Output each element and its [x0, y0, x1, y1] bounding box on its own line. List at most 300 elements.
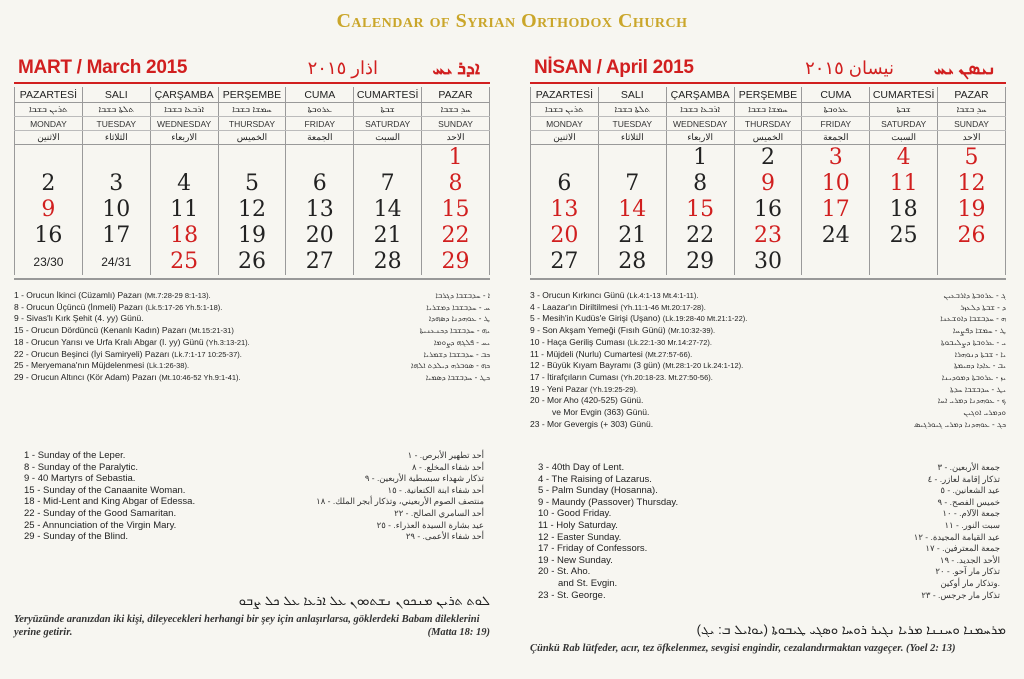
event-syriac: ܘܕܡܪܝ ܐܘܓܝܢ: [963, 408, 1006, 418]
day-cell: [82, 145, 150, 172]
day-cell: 25: [870, 223, 938, 249]
week-row: [531, 223, 1006, 249]
weekday-name: CUMARTESİ: [870, 87, 938, 103]
event-item: [14, 349, 490, 361]
weekday-arabic: الاحد: [938, 131, 1006, 145]
week-row: [15, 249, 490, 275]
event-item: [530, 337, 1006, 349]
event-item: [538, 590, 1000, 602]
day-cell: [15, 145, 83, 172]
calendar-grid: [530, 87, 1006, 275]
day-cell: [870, 249, 938, 275]
day-cell: 20: [286, 223, 354, 249]
weekday-row-syriac: [531, 103, 1006, 117]
events-turkish: [530, 290, 1006, 430]
day-cell: 7: [598, 171, 666, 197]
event-text: ve Mor Evgin (363) Günü.: [552, 407, 650, 418]
event-syriac: ܛ - ܥܘܗܕܢܐ ܕܣܗܕܐ: [428, 314, 490, 324]
day-cell: 1: [666, 145, 734, 172]
event-ref: (Mt.7:28-29 8:1-13).: [144, 291, 211, 300]
event-text: 8 - Sunday of the Paralytic.: [24, 461, 139, 473]
weekday-english: TUESDAY: [82, 117, 150, 131]
event-text: 23 - St. George.: [538, 589, 606, 601]
event-item: [530, 325, 1006, 337]
event-text: 18 - Mid-Lent and King Abgar of Edessa.: [24, 496, 196, 508]
event-text: 9 - Son Akşam Yemeği (Fısıh Günü): [530, 325, 666, 336]
quote-ref: (Yoel 2: 13): [905, 643, 956, 654]
event-text: 29 - Sunday of the Blind.: [24, 531, 129, 543]
day-cell: 21: [598, 223, 666, 249]
event-syriac: ܝܒ - ܥܐܕܐ ܕܩܝܡܬܐ: [954, 361, 1006, 371]
event-ref: (Lk.19:28-40 Mt.21:1-22).: [662, 314, 748, 324]
event-text: 19 - New Sunday.: [538, 554, 613, 566]
event-arabic: أحد السامري الصالح. - ٢٢: [394, 507, 484, 518]
event-item: [14, 360, 490, 372]
page-title: Calendar of Syrian Orthodox Church: [336, 10, 688, 32]
event-item: [24, 496, 484, 508]
event-item: [530, 372, 1006, 384]
event-syriac: ܟܛ - ܚܕܒܫܒܐ ܕܣܡܝܐ: [425, 372, 490, 382]
event-item: [538, 462, 1000, 474]
event-syriac: ܟ - ܥܘܗܕܢܐ ܕܡܪܝ ܐܚܐ: [937, 396, 1006, 406]
event-item: [530, 302, 1006, 314]
day-cell: 27: [531, 249, 599, 275]
event-item: [14, 337, 490, 349]
weekday-arabic: السبت: [870, 131, 938, 145]
weekday-english: WEDNESDAY: [150, 117, 218, 131]
event-text: 9 - Maundy (Passover) Thursday.: [538, 496, 679, 508]
event-syriac: ܝ - ܥܪܘܒܬܐ ܕܨܠܝܒܘܬܐ: [940, 337, 1006, 347]
weekday-name: PERŞEMBE: [734, 87, 802, 103]
event-item: [24, 520, 484, 532]
event-text: 17 - İtirafçıların Cuması: [530, 371, 619, 382]
event-text: 9 - 40 Martyrs of Sebastia.: [24, 473, 136, 485]
event-item: [538, 508, 1000, 520]
event-syriac: ܕ - ܫܒܬܐ ܕܠܥܙܪ: [960, 302, 1006, 312]
week-row: [15, 145, 490, 172]
month-title: NİSAN / April 2015: [534, 57, 694, 78]
weekday-syriac: ܫܒܬܐ: [354, 103, 422, 117]
weekday-english: WEDNESDAY: [666, 117, 734, 131]
event-arabic: أحد شفاء الأعمى. - ٢٩: [405, 531, 484, 542]
event-text: 25 - Meryemana'nın Müjdelenmesi: [14, 360, 145, 371]
event-ref: (Lk.22:1-30 Mr.14:27-72).: [627, 337, 712, 347]
day-cell-holiday: 15: [666, 197, 734, 223]
event-arabic: تذكار شهداء سبسطية الأربعين. - ٩: [364, 473, 484, 484]
day-cell: [531, 145, 599, 172]
weekday-syriac: ܬܠܬܐ ܒܫܒܐ: [82, 103, 150, 117]
event-arabic: سبت النور. - ١١: [944, 519, 1000, 530]
weekday-arabic: السبت: [354, 131, 422, 145]
calendar-page-march: [14, 50, 490, 672]
day-cell-holiday: 23: [734, 223, 802, 249]
event-item: [538, 532, 1000, 544]
event-syriac: ܝܛ - ܚܕܒܫܒܐ ܚܕܬܐ: [950, 384, 1006, 394]
day-cell-holiday: 12: [938, 171, 1006, 197]
day-cell: 28: [598, 249, 666, 275]
event-syriac: ܝܗ - ܚܕܒܫܒܐ ܕܟܢܥܢܝܬܐ: [419, 326, 490, 336]
event-item: [14, 325, 490, 337]
event-text: 29 - Orucun Altıncı (Kör Adam) Pazarı: [14, 371, 157, 382]
day-cell-holiday: 8: [422, 171, 490, 197]
day-cell: 11: [150, 197, 218, 223]
quote-ref: (Matta 18: 19): [427, 627, 490, 638]
event-syriac: ܓ - ܥܪܘܒܬܐ ܕܐܪܒܥܝܢ: [943, 291, 1006, 300]
event-item: [24, 485, 484, 497]
calendar-grid: [14, 87, 490, 275]
week-row: [15, 223, 490, 249]
day-cell: 22: [666, 223, 734, 249]
day-cell: 17: [82, 223, 150, 249]
event-ref: (Lk.5:17-26 Yh.5:1-18).: [145, 302, 223, 312]
weekday-name: CUMA: [286, 87, 354, 103]
day-cell: 2: [15, 171, 83, 197]
month-header: [530, 50, 1006, 84]
event-text: 10 - Good Friday.: [538, 508, 612, 520]
week-row: [531, 249, 1006, 275]
day-cell: 14: [354, 197, 422, 223]
event-arabic: عيد الشعانين. - ٥: [940, 485, 1000, 496]
event-syriac: ܝܙ - ܥܪܘܒܬܐ ܕܡܘܕܝܢܐ: [941, 372, 1006, 382]
weekday-arabic: الخميس: [218, 131, 286, 145]
week-row: [531, 171, 1006, 197]
events-turkish: [14, 290, 490, 384]
weekday-english: SATURDAY: [870, 117, 938, 131]
event-arabic: خميس الفصح. - ٩: [937, 496, 1000, 507]
weekday-syriac: ܚܡܫܐ ܒܫܒܐ: [218, 103, 286, 117]
event-item: [538, 555, 1000, 567]
weekday-syriac: ܐܪܒܥܐ ܒܫܒܐ: [150, 103, 218, 117]
day-cell-holiday: 29: [422, 249, 490, 275]
weekday-name: PAZARTESİ: [531, 87, 599, 103]
event-text: 12 - Easter Sunday.: [538, 531, 622, 543]
day-cell-holiday: 5: [938, 145, 1006, 172]
day-cell: 2: [734, 145, 802, 172]
weekday-english: SATURDAY: [354, 117, 422, 131]
day-cell-holiday: 13: [531, 197, 599, 223]
weekday-name: PAZARTESİ: [15, 87, 83, 103]
month-syriac: ܐܕܪ ܝܚ: [432, 58, 480, 78]
divider: [14, 278, 490, 280]
day-cell-holiday: 10: [802, 171, 870, 197]
month-header: [14, 50, 490, 84]
event-text: 17 - Friday of Confessors.: [538, 543, 648, 555]
week-row: [15, 197, 490, 223]
day-cell: 24/31: [82, 249, 150, 275]
event-ref: (Yh.19:25-29).: [590, 384, 638, 394]
event-text: 25 - Annunciation of the Virgin Mary.: [24, 519, 177, 531]
event-text: 15 - Sunday of the Canaanite Woman.: [24, 484, 186, 496]
weekday-arabic: الخميس: [734, 131, 802, 145]
weekday-arabic: الثلاثاء: [598, 131, 666, 145]
week-row: [15, 171, 490, 197]
weekday-english: MONDAY: [531, 117, 599, 131]
day-cell: [150, 145, 218, 172]
event-arabic: وتذكار مار أوكين.: [940, 577, 1000, 588]
weekday-english: THURSDAY: [218, 117, 286, 131]
weekday-arabic: الاربعاء: [150, 131, 218, 145]
event-item: [530, 407, 1006, 419]
weekday-syriac: ܐܪܒܥܐ ܒܫܒܐ: [666, 103, 734, 117]
event-ref: (Yh.3:13-21).: [205, 337, 250, 347]
day-cell: 26: [218, 249, 286, 275]
event-text: 22 - Orucun Beşinci (İyi Samiryeli) Pazarı: [14, 348, 170, 359]
weekday-arabic: الاربعاء: [666, 131, 734, 145]
event-item: [14, 290, 490, 302]
weekday-name: CUMARTESİ: [354, 87, 422, 103]
event-syriac: ܛ - ܚܡܫܐ ܕܦܨܚܐ: [952, 326, 1006, 336]
day-cell: 18: [870, 197, 938, 223]
event-text: 18 - Orucun Yarısı ve Urfa Kralı Abgar (I. yy) Günü: [14, 336, 204, 347]
day-cell-holiday: 25: [150, 249, 218, 275]
day-cell: [218, 145, 286, 172]
weekday-english: FRIDAY: [286, 117, 354, 131]
event-item: [14, 372, 490, 384]
day-cell: [802, 249, 870, 275]
events-english: [24, 450, 484, 543]
weekday-english: FRIDAY: [802, 117, 870, 131]
event-item: [530, 360, 1006, 372]
weekday-syriac: ܚܡܫܐ ܒܫܒܐ: [734, 103, 802, 117]
event-syriac: ܟܓ - ܥܘܗܕܢܐ ܕܡܪܝ ܓܝܘܪܓܝܣ: [913, 419, 1006, 429]
weekday-english: SUNDAY: [422, 117, 490, 131]
quote-text: Çünkü Rab lütfeder, acır, tez öfkelenmez, sevgisi engindir, cezalandırmaktan vazgeçer.: [530, 643, 904, 654]
event-text: 4 - Laazar'ın Diriltilmesi: [530, 301, 619, 312]
day-cell: 30: [734, 249, 802, 275]
day-cell-holiday: 11: [870, 171, 938, 197]
month-arabic: نيسان ٢٠١٥: [805, 58, 894, 78]
event-text: 22 - Sunday of the Good Samaritan.: [24, 507, 177, 519]
event-item: [14, 313, 490, 325]
bible-quote: [530, 622, 1006, 655]
weekday-row-syriac: [15, 103, 490, 117]
day-cell: 19: [218, 223, 286, 249]
weekday-name: PAZAR: [938, 87, 1006, 103]
event-syriac: ܟܗ - ܣܘܒܪܗ ܕܝܠܕܬ ܐܠܗܐ: [410, 361, 490, 371]
weekday-english: MONDAY: [15, 117, 83, 131]
event-text: 4 - The Raising of Lazarus.: [538, 473, 652, 485]
day-cell: 3: [82, 171, 150, 197]
day-cell: 12: [218, 197, 286, 223]
bible-quote: [14, 593, 490, 639]
event-arabic: أحد تطهير الأبرص. - ١: [407, 450, 484, 460]
event-ref: (Mt.27:57-66).: [645, 349, 693, 359]
event-arabic: منتصف الصوم الأربعيني، وتذكار أبجر الملك. - ١٨: [316, 496, 484, 507]
weekday-row-arabic: [531, 131, 1006, 145]
day-cell: 16: [734, 197, 802, 223]
weekday-row-english: [531, 117, 1006, 131]
day-cell-holiday: 1: [422, 145, 490, 172]
day-cell: 13: [286, 197, 354, 223]
day-cell-holiday: 9: [734, 171, 802, 197]
day-cell-holiday: 15: [422, 197, 490, 223]
weekday-name: SALI: [598, 87, 666, 103]
day-cell-holiday: 14: [598, 197, 666, 223]
weekday-syriac: ܬܠܬܐ ܒܫܒܐ: [598, 103, 666, 117]
event-arabic: عيد القيامة المجيدة. - ١٢: [913, 531, 1000, 542]
day-cell: 21: [354, 223, 422, 249]
day-cell: 24: [802, 223, 870, 249]
weekday-syriac: ܥܪܘܒܬܐ: [286, 103, 354, 117]
weekday-arabic: الثلاثاء: [82, 131, 150, 145]
event-item: [530, 395, 1006, 407]
weekday-name: ÇARŞAMBA: [666, 87, 734, 103]
event-text: 5 - Mesih'in Kudüs'e Girişi (Uşano): [530, 313, 661, 324]
event-arabic: تذكار إقامة لعازر. - ٤: [927, 473, 1000, 484]
event-item: [14, 302, 490, 314]
events-english: [538, 462, 1000, 601]
event-item: [24, 531, 484, 543]
month-title: MART / March 2015: [18, 57, 188, 78]
day-cell: [286, 145, 354, 172]
event-item: [538, 543, 1000, 555]
event-text: 3 - 40th Day of Lent.: [538, 462, 625, 473]
week-row: [531, 145, 1006, 172]
day-cell-holiday: 17: [802, 197, 870, 223]
weekday-row-turkish: [531, 87, 1006, 103]
day-cell: [598, 145, 666, 172]
day-cell-holiday: 20: [531, 223, 599, 249]
event-item: [24, 462, 484, 474]
event-syriac: ܝܚ - ܦܠܓܗ ܕܨܘܡܐ: [433, 337, 490, 347]
weekday-name: ÇARŞAMBA: [150, 87, 218, 103]
weekday-syriac: ܬܪܝܢ ܒܫܒܐ: [531, 103, 599, 117]
day-cell-holiday: 4: [870, 145, 938, 172]
event-arabic: جمعة الأربعين. - ٣: [937, 462, 1000, 472]
event-item: [538, 474, 1000, 486]
day-cell: [354, 145, 422, 172]
event-item: [24, 508, 484, 520]
day-cell: 23/30: [15, 249, 83, 275]
month-syriac: ܢܝܣܢ ܝܚ: [933, 58, 996, 78]
event-text: 12 - Büyük Kıyam Bayramı (3 gün): [530, 360, 661, 371]
event-ref: (Lk.7:1-17 10:25-37).: [171, 349, 242, 359]
day-cell-holiday: 9: [15, 197, 83, 223]
day-cell: 8: [666, 171, 734, 197]
day-cell: 27: [286, 249, 354, 275]
weekday-english: SUNDAY: [938, 117, 1006, 131]
day-cell: 29: [666, 249, 734, 275]
weekday-arabic: الاثنين: [531, 131, 599, 145]
day-cell: 6: [286, 171, 354, 197]
event-ref: (Yh.20:18-23. Mt.27:50-56).: [620, 372, 713, 382]
day-cell: [938, 249, 1006, 275]
event-arabic: جمعة الآلام. - ١٠: [942, 508, 1000, 519]
weekday-arabic: الاثنين: [15, 131, 83, 145]
weekday-syriac: ܫܒܬܐ: [870, 103, 938, 117]
event-text: 20 - Mor Aho (420-525) Günü.: [530, 395, 644, 406]
event-syriac: ܝܐ - ܫܒܬܐ ܕܢܘܗܪܐ: [954, 349, 1006, 359]
day-cell: 6: [531, 171, 599, 197]
event-syriac: ܚ - ܚܕܒܫܒܐ ܕܡܫܪܝܐ: [426, 302, 490, 312]
day-cell: 16: [15, 223, 83, 249]
event-item: [530, 419, 1006, 431]
quote-syriac: ܡܪܚܡܢܐ ܘܚܢܢܐ ܡܪܝܐ ܢܓܝܪ ܪܘܚܐ ܘܣܓܝ ܛܝܒܘܬܐ (ܝܘܐܝܠ ܒ: ܝܓ): [696, 622, 1006, 637]
weekday-syriac: ܚܕ ܒܫܒܐ: [938, 103, 1006, 117]
event-item: [530, 290, 1006, 302]
weekday-syriac: ܬܪܝܢ ܒܫܒܐ: [15, 103, 83, 117]
event-item: [530, 349, 1006, 361]
weekday-row-arabic: [15, 131, 490, 145]
event-syriac: ܐ - ܚܕܒܫܒܐ ܕܓܪܒܐ: [435, 291, 490, 300]
weekday-arabic: الجمعة: [286, 131, 354, 145]
event-text: 10 - Haça Geriliş Cuması: [530, 336, 625, 347]
event-text: 3 - Orucun Kırkıncı Günü: [530, 290, 625, 300]
event-ref: (Yh.11:1-46 Mt.20:17-28).: [620, 302, 706, 312]
event-text: 1 - Orucun İkinci (Cüzamlı) Pazarı: [14, 290, 143, 300]
event-ref: (Lk.1:26-38).: [146, 361, 190, 371]
event-text: 8 - Orucun Üçüncü (İnmeli) Pazarı: [14, 301, 143, 312]
quote-text: Yeryüzünde aranızdan iki kişi, dileyecekleri herhangi bir şey için anlaşırlarsa, göklerdeki Babam dileklerini yerine getirir.: [14, 614, 480, 638]
event-text: 20 - St. Aho.: [538, 566, 591, 578]
event-syriac: ܗ - ܚܕܒܫܒܐ ܕܐܘܫܥܢܐ: [940, 314, 1006, 324]
event-arabic: جمعة المعترفين. - ١٧: [925, 543, 1000, 554]
weekday-row-turkish: [15, 87, 490, 103]
event-text: 23 - Mor Gevergis (+ 303) Günü.: [530, 418, 654, 429]
event-item: [530, 384, 1006, 396]
event-item: [538, 520, 1000, 532]
weekday-syriac: ܚܕ ܒܫܒܐ: [422, 103, 490, 117]
event-item: [538, 497, 1000, 509]
week-row: [531, 197, 1006, 223]
event-text: 15 - Orucun Dördüncü (Kenanlı Kadın) Pazarı: [14, 325, 187, 336]
day-cell: 5: [218, 171, 286, 197]
day-cell-holiday: 19: [938, 197, 1006, 223]
divider: [530, 278, 1006, 280]
event-arabic: عيد بشارة السيدة العذراء. - ٢٥: [376, 519, 484, 530]
event-ref: (Mt.10:46-52 Yh.9:1-41).: [159, 372, 241, 382]
event-arabic: أحد شفاء ابنة الكنعانية. - ١٥: [387, 484, 484, 495]
day-cell: 28: [354, 249, 422, 275]
event-arabic: أحد شفاء المخلع. - ٨: [412, 461, 484, 472]
day-cell: 7: [354, 171, 422, 197]
day-cell: 10: [82, 197, 150, 223]
event-item: [538, 566, 1000, 578]
weekday-syriac: ܥܪܘܒܬܐ: [802, 103, 870, 117]
day-cell: 4: [150, 171, 218, 197]
weekday-english: THURSDAY: [734, 117, 802, 131]
event-arabic: تذكار مار آحو. - ٢٠: [935, 566, 1000, 577]
weekday-english: TUESDAY: [598, 117, 666, 131]
event-text: and St. Evgin.: [558, 577, 618, 589]
event-ref: (Mt.28:1-20 Lk.24:1-12).: [662, 361, 744, 371]
quote-turkish: [14, 613, 490, 639]
event-item: [24, 473, 484, 485]
event-item: [24, 450, 484, 462]
event-text: 11 - Müjdeli (Nurlu) Cumartesi: [530, 348, 643, 359]
event-item: [538, 485, 1000, 497]
event-text: 19 - Yeni Pazar: [530, 383, 588, 394]
event-item: [538, 578, 1000, 590]
event-arabic: تذكار مار جرجس. - ٢٣: [921, 589, 1000, 600]
event-syriac: ܟܒ - ܚܕܒܫܒܐ ܕܫܡܪܝܐ: [423, 349, 490, 359]
event-text: 5 - Palm Sunday (Hosanna).: [538, 485, 658, 497]
event-text: 11 - Holy Saturday.: [538, 519, 618, 531]
event-ref: (Mt.15:21-31): [188, 326, 234, 336]
event-text: 1 - Sunday of the Leper.: [24, 450, 126, 461]
weekday-arabic: الاحد: [422, 131, 490, 145]
day-cell-holiday: 3: [802, 145, 870, 172]
day-cell-holiday: 18: [150, 223, 218, 249]
event-ref: (Mr.10:32-39).: [667, 326, 716, 336]
month-arabic: اذار ٢٠١٥: [307, 58, 378, 78]
event-text: 9 - Sivas'lı Kırk Şehit (4. yy) Günü.: [14, 313, 144, 324]
weekday-arabic: الجمعة: [802, 131, 870, 145]
quote-syriac: ܠܘܬ ܬܪܝܢ ܡܢܟܘܢ ܢܫܬܘܘܢ ܥܠ ܐܪܥܐ ܥܠ ܟܠ ܨܒܘ: [238, 593, 490, 608]
event-ref: (Lk.4:1-13 Mt.4:1-11).: [626, 291, 699, 300]
calendar-page-april: [530, 50, 1006, 672]
weekday-row-english: [15, 117, 490, 131]
